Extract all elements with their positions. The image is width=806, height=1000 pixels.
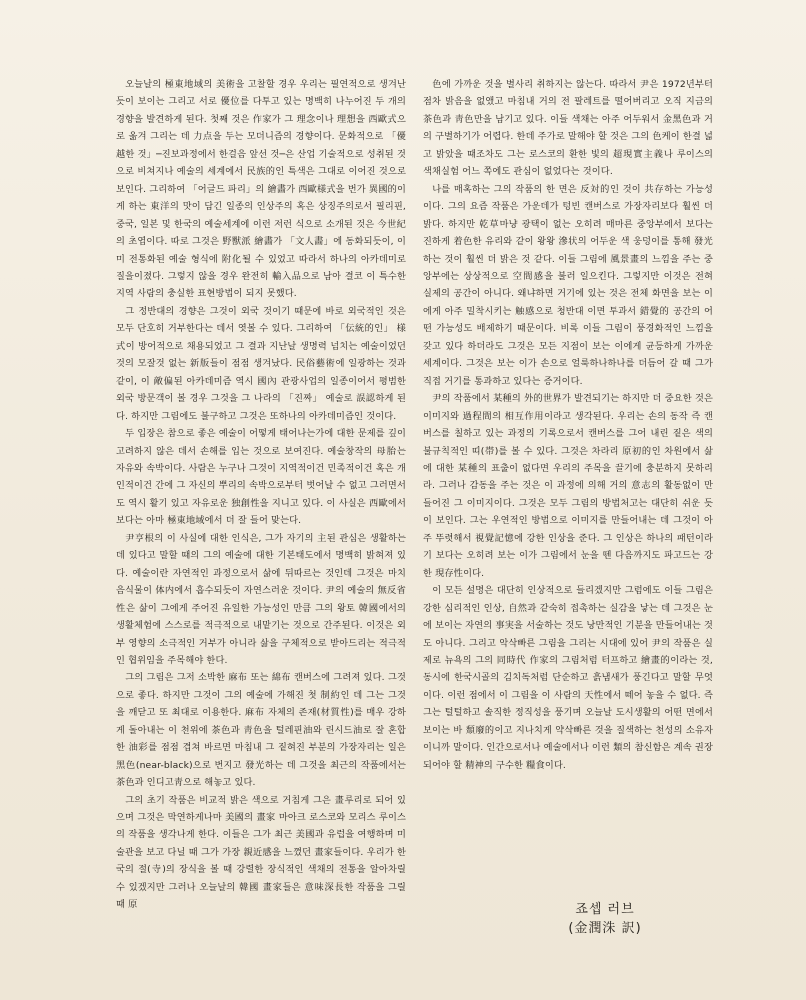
paragraph: 尹亨根의 이 사실에 대한 인식은, 그가 자기의 主된 관심은 생활하는 데 있다고 말할 때의 그의 예술에 대한 기본태도에서 명백히 밝혀져 있다. 예술이란 자연적인 과정으로서 삶에 뒤따르는 것인데 그것은 마치 음식물이 体内에서 흡수되듯이 자연스러운 것이다. 尹의 예술의 無反省性은 삶이 그에게 주어진 유일한 가능성인 만큼 그의 왕토 韓國에서의 생활체험에 스스로를 적극적으로 내맡기는 것으로 간주된다. 이것은 외부 영향의 소극적인 거부가 아니라 삶을 구체적으로 받아드리는 적극적인 협위임을 주목해야 한다. [116, 532, 406, 666]
paragraph: 오늘날의 極東地域의 美術을 고찰할 경우 우리는 필연적으로 생겨난 듯이 보이는 그리고 서로 優位를 다투고 있는 명백히 나누어진 두 개의 경향을 발견하게 된다. 첫째 것은 作家가 그 理念이나 理想을 西歐式으로 옮겨 그리는 데 力点을 두는 모더니즘의 경향이다. 문화적으로 「優越한 것」─진보과정에서 한걸음 앞선 것─은 산업 기술적으로 성취된 것으로 비쳐지나 예술의 세계에서 民族的인 특색은 그대로 이어진 것으로 보인다. 그리하여 「어글드 파리」의 繪畵가 西歐様式을 번가 異國的이게 하는 東洋의 맛이 담긴 일종의 인상주의 혹은 상징주의로서 필리핀, 중국, 일본 및 한국의 예술세계에 이런 저런 식으로 소개된 것은 今世紀의 초엽이다. 따로 그것은 野獸派 繪畵가 「文人畵」에 동화되듯이, 이미 전통화된 예술 형식에 附化될 수 있었고 따라서 하나의 아카데미로 질을이졌다. 그렇지 않을 경우 완전히 輸入品으로 남아 결코 이 특수한 지역 사람의 충실한 표현방법이 되지 못했다. [116, 79, 406, 300]
paragraph-continued: 色에 가까운 것을 별사리 취하지는 않는다. 따라서 尹은 1972년부터 점차 밝음을 없앴고 마침내 거의 전 팔레트를 떨어버리고 오직 지금의 茶色과 靑色만을 남기고 있다. 이들 색채는 아주 어두워서 金黑色과 거의 구별하기가 어렵다. 한데 주가로 말해야 할 것은 그의 色케이 한결 넓고 밝았을 때조차도 그는 로스코의 환한 빛의 超現實主義나 루이스의 색채실험 어느 쪽에도 관심이 없었다는 것이다. [423, 79, 713, 178]
paragraph: 그의 초기 작품은 비교적 밝은 색으로 거침게 그은 畫루리로 되어 있으며 그것은 막연하게나마 美國의 畫家 마아크 로스코와 모리스 루이스의 작품을 생각나게 한다. 이들은 그가 최근 美國과 유럽을 여행하며 미술관을 보고 다닐 때 그가 가장 親近感을 느꼈던 畫家들이다. 우리가 한국의 절(寺)의 장식을 볼 때 강렬한 장식적인 색채의 전통을 알아차릴 수 있겠지만 그러나 오늘날의 韓國 畫家들은 意味深長한 작품을 그릴 때 原 [116, 794, 406, 911]
paragraph: 그 정반대의 경향은 그것이 외국 것이기 때문에 바로 외국적인 것은 모두 단호히 거부한다는 데서 엿볼 수 있다. 그리하여 「伝統的인」 様式이 방어적으로 채용되었고 그 결과 지난날 생명력 넘치는 예술이었던 것의 모잘것 없는 新版들이 점점 생겨났다. 民俗藝術에 일광하는 것과 같이, 이 敵偏된 아카데미즘 역시 國內 관광사업의 일종이어서 평범한 외국 방문객이 볼 경우 그것을 그 나라의 「진짜」 예술로 誤認하게 된다. 하지만 그림에도 불구하고 그것은 또하나의 아카데미즘인 것이다. [116, 305, 406, 422]
paragraph: 그의 그림은 그저 소박한 麻布 또는 綿布 캔버스에 그려져 있다. 그것으로 좋다. 하지만 그것이 그의 예술에 가해진 첫 制約인 데 그는 그것을 깨닫고 또 최대로 이용한다. 麻布 자체의 존재(材質性)를 매우 강하게 돌아내는 이 천위에 茶色과 靑色을 털레핀油와 린시드油로 잘 혼합한 油彩를 점점 겹쳐 바르면 마침내 그 짙혀진 부분의 가장자리는 일은 黑色(near-black)으로 번지고 發光하는 데 그것을 최근의 작품에서는 茶色과 인디고靑으로 해놓고 있다. [116, 672, 406, 789]
author-name: 죠셉 러브 [575, 902, 635, 917]
right-column [423, 76, 713, 774]
paragraph: 尹의 작품에서 某種의 外的世界가 발견되기는 하지만 더 중요한 것은 이미지와 過程間의 相互作用이라고 생각된다. 우리는 손의 동작 즉 캔버스를 칠하고 있는 과정의 기록으로서 캔버스를 그어 내린 짙은 색의 불규칙적인 띠(帯)를 볼 수 있다. 그것은 차라리 原初的인 차원에서 삶에 대한 某種의 표출이 없다면 우리의 주목을 끌기에 충분하지 못하리라. 그러나 감동을 주는 것은 이 과정에 의해 거의 意志의 활동없이 만들어진 그 이미지이다. 그것은 모두 그림의 방법처고는 대단히 쉬운 듯이 보인다. 그는 우연적인 방법으로 이미지를 만들어내는 데 그것이 아주 뚜렷해서 視覺記憶에 강한 인상을 준다. 그 인상은 하나의 패턴이라기 보다는 오히려 보는 이가 그림에서 눈을 뗀 다음까지도 파고드는 강한 現存性이다. [423, 393, 713, 579]
translator-credit: (金潤洙 訳) [568, 921, 642, 936]
signature-block [540, 900, 670, 938]
paragraph: 이 모든 설명은 대단히 인상적으로 들리겠지만 그럼에도 이들 그림은 강한 심리적인 인상, 自然과 같숙히 접촉하는 실감을 낳는 데 그것은 눈에 보이는 자연의 事実을 서술하는 것도 낭만적인 기분을 만들어내는 것도 아니다. 그리고 악삭빠른 그림을 그리는 시대에 있어 尹의 작품은 실제로 뉴욕의 그의 同時代 作家의 그림처럼 터프하고 繪畫的이라는 것, 동시에 한국시골의 김치독처럼 단순하고 흙냄새가 풍긴다고 말할 무엇이다. 이런 점에서 이 그림을 이 사람의 天性에서 떼어 놓을 수 없다. 즉 그는 털털하고 솔직한 정직성을 풍기며 오늘날 도시생활의 어떤 면에서 보이는 바 頹廢的이고 지나치게 약삭빠른 것을 질색하는 천성의 소유자이니까 말이다. 인간으로서나 예술에서나 이런 類의 참신함은 계속 권장되어야 할 精神의 구수한 糧食이다. [423, 585, 713, 771]
paragraph: 두 입장은 참으로 좋은 예술이 어떻게 태어나는가에 대한 문제를 깊이 고려하지 않은 데서 손해를 입는 것으로 보여진다. 예술창작의 母胎는 자유와 속박이다. 사람은 누구나 그것이 지역적이건 민족적이건 혹은 개인적이건 간에 그 자신의 뿌리의 속박으로부터 벗어날 수 없고 그러면서도 역시 활기 있고 자유로운 独創性을 지니고 있다. 이 사실은 西歐에서 보다는 아마 極東地域에서 더 잘 들어 맞는다. [116, 428, 406, 527]
paragraph: 나를 매혹하는 그의 작품의 한 면은 反対的인 것이 共存하는 가능성이다. 그의 요즘 작품은 가운데가 텅빈 캔버스로 가장자리보다 훨씬 더 밝다. 하지만 乾草마냥 광택이 없는 오히려 매마른 중앙부에서 보다는 진하게 着色한 유리와 같이 왕왕 滲状의 어두운 색 웅덩이를 통해 發光하는 것이 훨씬 더 밝은 것 같다. 이들 그림에 風景畫의 느낌을 주는 중앙부에는 상상적으로 空間感을 불러 일으킨다. 그렇지만 이것은 전혀 실제의 공간이 아니다. 왜냐하면 거기에 있는 것은 전체 화면을 보는 이에게 아주 밀착시키는 触感으로 청반대 이면 투과서 錯覺的 공간의 어떤 가능성도 배제하기 때문이다. 비록 이들 그림이 풍경화적인 느낌을 갖고 있다 하더라도 그것은 모든 지점이 보는 이에게 균등하게 가까운 세계이다. 그것은 보는 이가 손으로 얼룩하나하나를 더듬어 갈 때 그가 직접 거기를 통과하고 있다는 증거이다. [423, 183, 713, 387]
left-column [116, 76, 406, 914]
